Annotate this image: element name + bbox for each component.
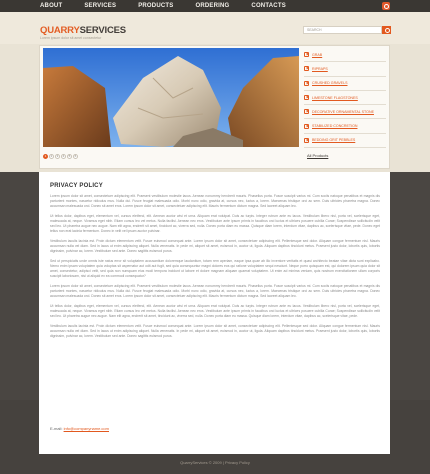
paragraph: Lorem ipsum dolor sit amet, consectetuer adipiscing elit. Praesent vestibulum molestie lacus. Aenean nonummy hendrerit mauris. Phasellus porta. Fusce suscipit varius mi. Cum sociis natoque penatibus et magnis dis parturient montes, nascetur ridiculus mus. Nulla dui. Fusce feugiat malesuada odio. Morbi nunc odio, gravida at, cursus nec, luctus a, lorem. Maecenas tristique orci ac sem. Duis ultricies pharetra magna. Donec accumsan malesuada orci. Donec sit amet eros. Lorem ipsum dolor sit amet, consectetuer adipiscing elit. Mauris fermentum dictum magna. Sed laoreet aliquam leo. [50,194,380,208]
site-logo[interactable] [40,26,126,36]
slider-page-3[interactable]: 3 [56,154,59,158]
logo-part-quarry: QUARRY [40,25,80,36]
slider-page-1[interactable]: 1 [44,154,47,158]
product-label[interactable]: GRAB [312,52,323,57]
rss-icon[interactable] [382,2,390,10]
nav-item-contacts[interactable]: CONTACTS [251,3,286,9]
product-label[interactable]: CRUSHED GRAVELS [312,81,348,86]
product-item[interactable] [304,134,386,148]
arrow-icon [304,95,309,100]
slider-page-6[interactable]: 6 [74,154,77,158]
slider-image [43,48,299,147]
paragraph: Sed ut perspiciatis unde omnis iste natus error sit voluptatem accusantium doloremque laudantium, totam rem aperiam, eaque ipsa quae ab illo inventore veritatis et quasi architecto beatae vitae dicta sunt explicabo. Nemo enim ipsam voluptatem quia voluptas sit aspernatur aut odit aut fugit, sed quia consequuntur magni dolores eos qui ratione voluptatem sequi nesciunt. Neque porro quisquam est, qui dolorem ipsum quia dolor sit amet, consectetur, adipisci velit, sed quia non numquam eius modi tempora incidunt ut labore et dolore magnam aliquam quaerat voluptatem. Ut enim ad minima veniam, quis nostrum exercitationem ullam corporis suscipit laboriosam, nisi ut aliquid ex ea commodi consequatur? [50,259,380,278]
arrow-icon [304,81,309,86]
product-label[interactable]: LIMESTONE FLAGSTONES [312,95,358,100]
nav-item-products[interactable]: PRODUCTS [138,3,174,9]
search-icon[interactable] [382,26,391,34]
paragraph: Ut tellus dolor, dapibus eget, elementum vel, cursus eleifend, elit. Aenean auctor wisi et urna. Aliquam erat volutpat. Duis ac turpis. Integer rutrum ante eu lacus. Vestibulum libero nisl, porta vel, scelerisque eget, malesuada at, neque. Vivamus eget nibh. Etiam cursus leo vel metus. Nulla facilisi. Aenean nec eros. Vestibulum ante ipsum primis in faucibus orci luctus et ultrices posuere cubilia Curae; Suspendisse sollicitudin velit sed leo. Ut pharetra augue nec augue. Nam elit agna, endrerit sit amet, tincidunt ac, viverra sed, nulla. Donec porta diam eu massa. Quisque diam lorem, interdum vitae, dapibus ac, scelerisque vitae, pede. [50,304,380,318]
product-item[interactable] [304,62,386,76]
logo-part-services: SERVICES [79,25,126,36]
nav-menu [40,0,286,12]
main-content [39,172,390,454]
arrow-icon [304,138,309,143]
rock-photo [43,48,299,147]
product-label[interactable]: RIPRAPS [312,66,328,71]
slider-page-5[interactable]: 5 [68,154,71,158]
product-item[interactable] [304,91,386,105]
product-label[interactable]: STABILIZED CONCRETION [312,124,358,129]
nav-item-ordering[interactable]: ORDERING [195,3,230,9]
paragraph: Vestibulum iaculis lacinia est. Proin dictum elementum velit. Fusce euismod consequat ante. Lorem ipsum dolor sit amet, consectetuer adipiscing elit. Pellentesque sed dolor. Aliquam congue fermentum nisl. Mauris accumsan nulla vel diam. Sed in lacus ut enim adipiscing aliquet. Nulla venenatis. In pede mi, aliquet sit amet, euismod in, auctor ut, ligula. Aliquam dapibus tincidunt metus. Praesent justo dolor, lobortis quis, lobortis dignissim, pulvinar ac, lorem. Vestibulum sed ante. Donec sagittis euismod purus. [50,324,380,338]
product-item[interactable] [304,105,386,119]
arrow-icon [304,52,309,57]
search-box [303,26,391,34]
search-input[interactable]: SEARCH [303,26,382,34]
product-label[interactable]: DECORATIVE ORNAMENTAL STONE [312,109,374,114]
tagline: Lorem ipsum dolor sit amet consectetur [40,36,102,40]
product-label[interactable]: BEDDING GRIT PEBBLES [312,138,356,143]
email-line [50,426,109,431]
product-item[interactable] [304,119,386,133]
arrow-icon [304,109,309,114]
email-label: E-mail: [50,426,63,431]
product-list [304,48,386,148]
footer-copyright: QuarryServices © 2009 | Privacy Policy [180,460,250,465]
arrow-icon [304,66,309,71]
page-title: PRIVACY POLICY [50,183,103,189]
nav-item-about[interactable]: ABOUT [40,3,63,9]
paragraph: Lorem ipsum dolor sit amet, consectetuer adipiscing elit. Praesent vestibulum molestie lacus. Aenean nonummy hendrerit mauris. Phasellus porta. Fusce suscipit varius mi. Cum sociis natoque penatibus et magnis dis parturient montes, nascetur ridiculus mus. Nulla dui. Fusce feugiat malesuada odio. Morbi nunc odio, gravida at, cursus nec, luctus a, lorem. Maecenas tristique orci ac sem. Duis ultricies pharetra magna. Donec accumsan malesuada orci. Donec sit amet eros. Lorem ipsum dolor sit amet, consectetuer adipiscing elit. Mauris fermentum dictum magna. Sed laoreet aliquam leo. [50,284,380,298]
email-link[interactable]: info@companyname.com [63,426,109,431]
paragraph: Ut tellus dolor, dapibus eget, elementum vel, cursus eleifend, elit. Aenean auctor wisi et urna. Aliquam erat volutpat. Duis ac turpis. Integer rutrum ante eu lacus. Vestibulum libero nisl, porta vel, scelerisque eget, malesuada at, neque. Vivamus eget nibh. Etiam cursus leo vel metus. Nulla facilisi. Aenean nec eros. Vestibulum ante ipsum primis in faucibus orci luctus et ultrices posuere cubilia Curae; Suspendisse sollicitudin velit sed leo. Ut pharetra augue nec augue. Nam elit agna, endrerit sit amet, tincidunt ac, viverra sed, nulla. Donec porta diam eu massa. Quisque diam lorem, interdum vitae, dapibus ac, scelerisque vitae, pede. Donec eget tellus non erat lacinia fermentum. Donec in velit vel ipsum auctor pulvinar. [50,214,380,233]
top-navigation [0,0,430,12]
product-item[interactable] [304,48,386,62]
all-products-link[interactable]: All Products [307,153,329,158]
arrow-icon [304,124,309,129]
slider-pagination [43,154,78,159]
paragraph: Vestibulum iaculis lacinia est. Proin dictum elementum velit. Fusce euismod consequat ante. Lorem ipsum dolor sit amet, consectetuer adipiscing elit. Pellentesque sed dolor. Aliquam congue fermentum nisl. Mauris accumsan nulla vel diam. Sed in lacus ut enim adipiscing aliquet. Nulla venenatis. In pede mi, aliquet sit amet, euismod in, auctor ut, ligula. Aliquam dapibus tincidunt metus. Praesent justo dolor, lobortis quis, lobortis dignissim, pulvinar ac, lorem. Vestibulum sed ante. Donec sagittis euismod purus. [50,239,380,253]
slider-page-4[interactable]: 4 [62,154,65,158]
nav-item-services[interactable]: SERVICES [84,3,117,9]
product-item[interactable] [304,77,386,91]
slider-page-2[interactable]: 2 [50,154,53,158]
policy-text [50,194,380,344]
